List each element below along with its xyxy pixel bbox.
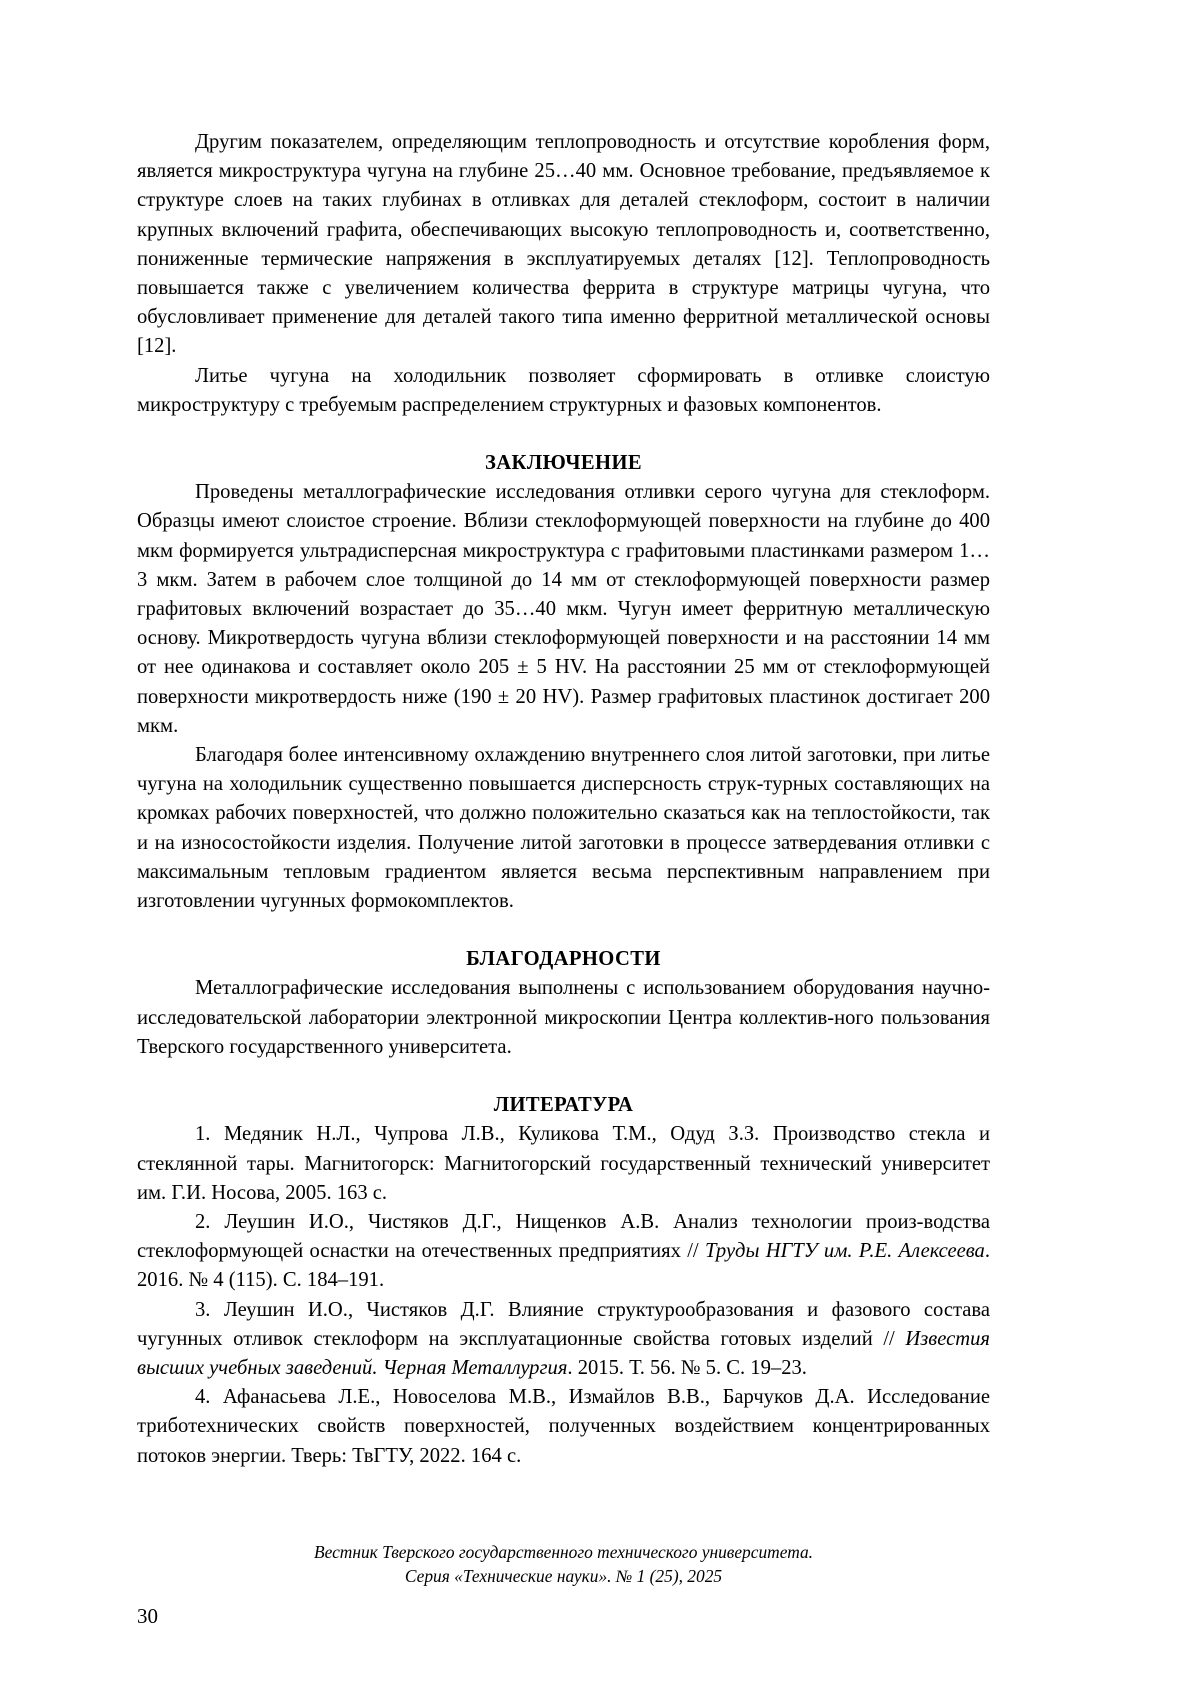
- spacer: [137, 1062, 990, 1091]
- reference-text-plain: 2. Леушин И.О., Чистяков Д.Г., Нищенков А.В. Анализ технологии произ-водства стеклоформующей оснастки на отечественных предприятиях //: [137, 1210, 990, 1263]
- reference-item: [137, 1383, 990, 1471]
- spacer: [137, 916, 990, 945]
- reference-text-plain: 4. Афанасьева Л.Е., Новоселова М.В., Измайлов В.В., Барчуков Д.А. Исследование триботехнических свойств поверхностей, полученных воздействием концентрированных потоков энергии. Тверь: ТвГТУ, 2022. 164 с.: [137, 1386, 990, 1467]
- paragraph-intro-2: Литье чугуна на холодильник позволяет сформировать в отливке слоистую микроструктуру с требуемым распределением структурных и фазовых компонентов.: [137, 364, 990, 416]
- footer-line-2: Серия «Технические науки». № 1 (25), 2025: [404, 1566, 723, 1586]
- paragraph-conclusion-2: Благодаря более интенсивному охлаждению внутреннего слоя литой заготовки, при литье чугуна на холодильник существенно повышается дисперсность струк-турных составляющих на кромках рабочих поверхностей, что должно положительно сказаться как на теплостойкости, так и на износостойкости изделия. Получение литой заготовки в процессе затвердевания отливки с максимальным тепловым градиентом является весьма перспективным направлением при изготовлении чугунных формокомплектов.: [137, 744, 990, 913]
- paragraph-acknowledgements: Металлографические исследования выполнены с использованием оборудования научно-исследовательской лаборатории электронной микроскопии Центра коллектив-ного пользования Тверского государственного университета.: [137, 977, 990, 1058]
- footer-line-1: Вестник Тверского государственного технического университета.: [313, 1542, 814, 1562]
- heading-acknowledgements: БЛАГОДАРНОСТИ: [466, 948, 661, 971]
- reference-text-plain: 1. Медяник Н.Л., Чупрова Л.В., Куликова Т.М., Одуд З.З. Производство стекла и стеклянной тары. Магнитогорск: Магнитогорский государственный технический университет им. Г.И. Носова, 2005. 163 с.: [137, 1123, 990, 1204]
- page-content: [137, 128, 990, 1471]
- page-footer: [137, 1540, 990, 1588]
- reference-item: [137, 1120, 990, 1208]
- reference-text-plain-tail: . 2015. Т. 56. № 5. С. 19–23.: [567, 1356, 807, 1379]
- reference-text-plain: 3. Леушин И.О., Чистяков Д.Г. Влияние структурообразования и фазового состава чугунных отливок стеклоформ на эксплуатационные свойства готовых изделий //: [137, 1298, 990, 1350]
- spacer: [137, 420, 990, 449]
- paragraph-conclusion-1: Проведены металлографические исследования отливки серого чугуна для стеклоформ. Образцы имеют слоистое строение. Вблизи стеклоформующей поверхности на глубине до 400 мкм формируется ультрадисперсная микроструктура с графитовыми пластинками размером 1…3 мкм. Затем в рабочем слое толщиной до 14 мм от стеклоформующей поверхности размер графитовых включений возрастает до 35…40 мкм. Чугун имеет ферритную металлическую основу. Микротвердость чугуна вблизи стеклоформующей поверхности и на расстоянии 14 мм от нее одинакова и составляет около 205 ± 5 HV. На расстоянии 25 мм от стеклоформующей поверхности микротвердость ниже (190 ± 20 HV). Размер графитовых пластинок достигает 200 мкм.: [137, 481, 990, 737]
- reference-text-italic: Известия высших учебных заведений. Черная Металлургия: [137, 1327, 990, 1379]
- page-number: 30: [137, 1604, 158, 1628]
- heading-references: ЛИТЕРАТУРА: [493, 1094, 634, 1117]
- heading-conclusion: ЗАКЛЮЧЕНИЕ: [484, 452, 643, 475]
- reference-item: [137, 1296, 990, 1384]
- reference-item: [137, 1208, 990, 1296]
- reference-text-italic: Труды НГТУ им. Р.Е. Алексеева: [704, 1240, 985, 1263]
- paragraph-intro-1: Другим показателем, определяющим теплопроводность и отсутствие коробления форм, является микроструктура чугуна на глубине 25…40 мм. Основное требование, предъявляемое к структуре слоев на таких глубинах в отливках для деталей стеклоформ, состоит в наличии крупных включений графита, обеспечивающих высокую теплопроводность и, соответственно, пониженные термические напряжения в эксплуатируемых деталях [12]. Теплопроводность повышается также с увеличением количества феррита в структуре матрицы чугуна, что обусловливает применение для деталей такого типа именно ферритной металлической основы [12].: [137, 131, 990, 358]
- reference-text-plain-tail: . 2016. № 4 (115). С. 184–191.: [137, 1240, 990, 1292]
